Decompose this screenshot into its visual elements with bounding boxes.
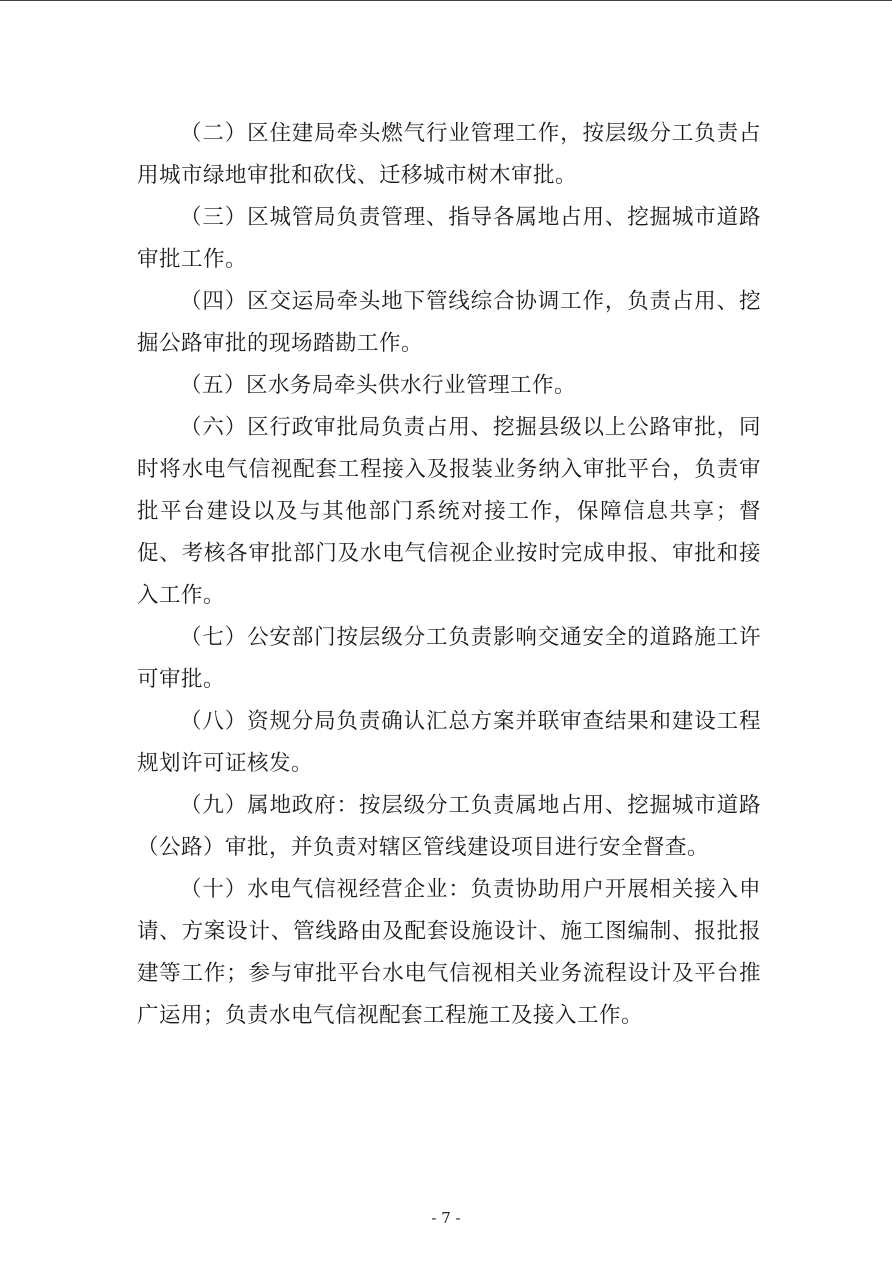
- paragraph-10: （十）水电气信视经营企业：负责协助用户开展相关接入申请、方案设计、管线路由及配套设施设计、施工图编制、报批报建等工作；参与审批平台水电气信视相关业务流程设计及平台推广运用；负责水电气信视配套工程施工及接入工作。: [137, 877, 761, 1028]
- paragraph-3: （三）区城管局负责管理、指导各属地占用、挖掘城市道路审批工作。: [137, 205, 761, 272]
- paragraph-6: （六）区行政审批局负责占用、挖掘县级以上公路审批，同时将水电气信视配套工程接入及报装业务纳入审批平台，负责审批平台建设以及与其他部门系统对接工作，保障信息共享；督促、考核各审批部门及水电气信视企业按时完成申报、审批和接入工作。: [137, 415, 761, 608]
- paragraph-9: （九）属地政府：按层级分工负责属地占用、挖掘城市道路（公路）审批，并负责对辖区管线建设项目进行安全督查。: [137, 793, 761, 860]
- paragraph-5: （五）区水务局牵头供水行业管理工作。: [180, 373, 577, 398]
- paragraph-2: （二）区住建局牵头燃气行业管理工作，按层级分工负责占用城市绿地审批和砍伐、迁移城市树木审批。: [137, 121, 761, 188]
- paragraph-8: （八）资规分局负责确认汇总方案并联审查结果和建设工程规划许可证核发。: [137, 709, 761, 776]
- document-body: [137, 113, 761, 1037]
- page-number: - 7 -: [431, 1209, 461, 1227]
- paragraph-4: （四）区交运局牵头地下管线综合协调工作，负责占用、挖掘公路审批的现场踏勘工作。: [137, 289, 761, 356]
- paragraph-7: （七）公安部门按层级分工负责影响交通安全的道路施工许可审批。: [137, 625, 761, 692]
